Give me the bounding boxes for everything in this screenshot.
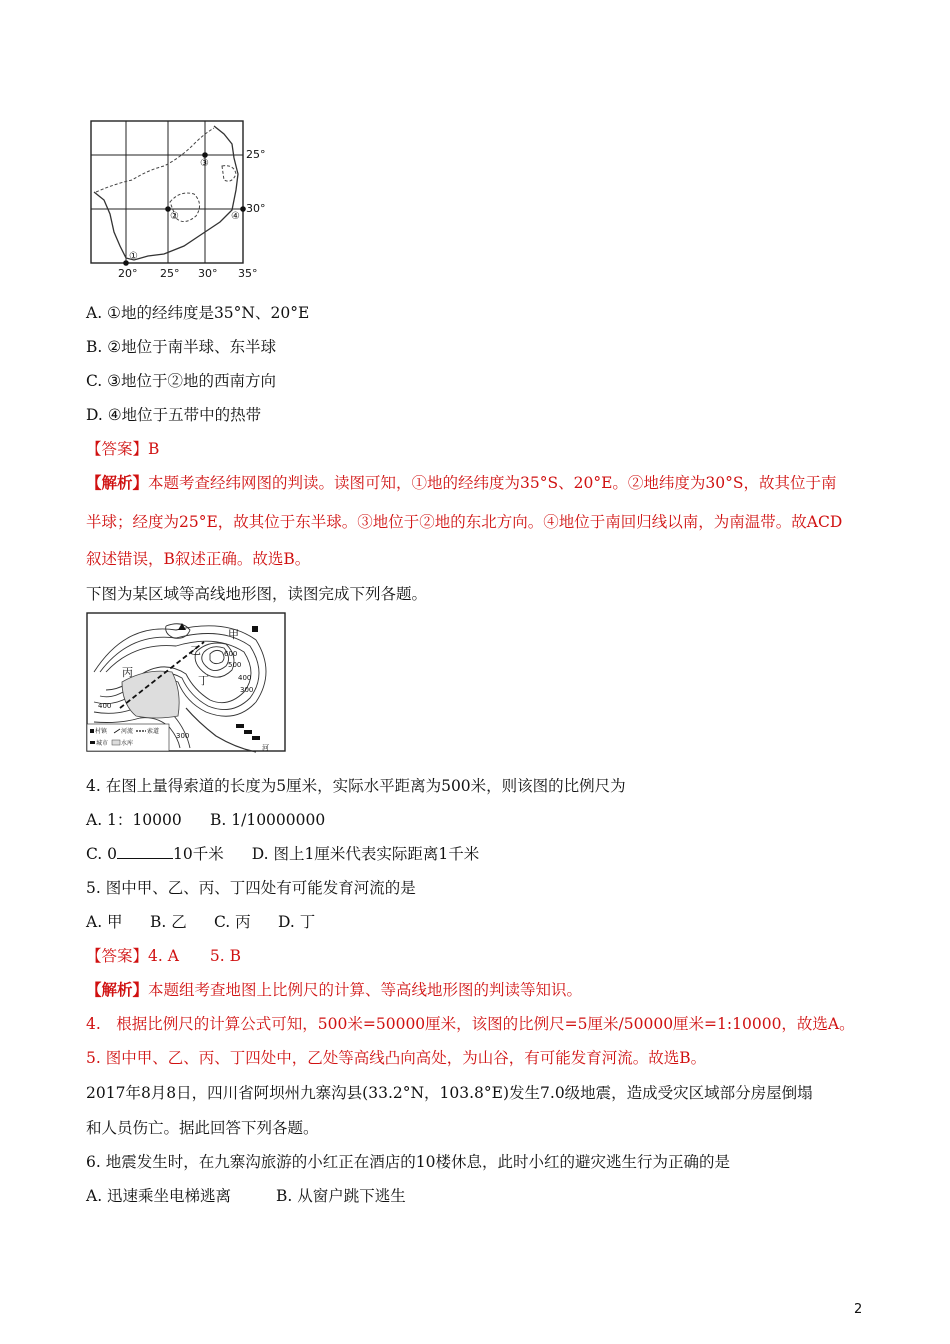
option-c-end: 10千米	[173, 845, 224, 863]
map-frame	[91, 121, 243, 263]
q3-option-a: A. ①地的经纬度是35°N、20°E	[86, 304, 310, 322]
analysis-text: 本题考查经纬网图的判读。读图可知，①地的经纬度为35°S、20°E。②地纬度为30°S，故其位于南	[148, 474, 837, 492]
figure-lat-lon-map	[84, 114, 274, 284]
legend-reservoir-icon	[112, 740, 120, 745]
q4-options-row-1	[86, 810, 325, 830]
q4-options-row-2	[86, 844, 479, 864]
figure-contour-map	[86, 612, 288, 754]
contour-value-label: 400	[238, 674, 252, 682]
analysis-label: 【解析】	[86, 473, 149, 492]
legend	[87, 724, 169, 751]
legend-river: 河流	[121, 728, 134, 735]
legend-village: 村镇	[95, 728, 108, 735]
q45-answer: 【答案】4. A 5. B	[86, 947, 242, 965]
village-marker	[252, 626, 258, 632]
option-c-start: C. 0	[86, 845, 118, 863]
q5-option-d: D. 丁	[278, 913, 316, 931]
q6-option-a: A. 迅速乘坐电梯逃离	[86, 1187, 232, 1205]
city-marker	[236, 724, 244, 728]
city-marker	[252, 736, 260, 740]
q5-option-c: C. 丙	[214, 913, 251, 931]
analysis-label: 【解析】	[86, 980, 149, 999]
q4-option-b: B. 1/10000000	[210, 811, 326, 829]
contour-value-label: 500	[228, 661, 242, 669]
place-label-yi: 乙	[190, 644, 201, 657]
lon-label: 35°	[238, 267, 258, 280]
place-label-jia: 甲	[228, 628, 239, 641]
lon-label: 25°	[160, 267, 180, 280]
analysis-text: 本题组考查地图上比例尺的计算、等高线地形图的判读等知识。	[148, 981, 583, 999]
q6-options	[86, 1186, 406, 1206]
q3-analysis-line-1	[86, 473, 837, 493]
q4-option-c	[86, 844, 224, 864]
q4-option-d: D. 图上1厘米代表实际距离1千米	[251, 845, 480, 863]
legend-city: 城市	[96, 740, 109, 747]
lon-label: 20°	[118, 267, 138, 280]
q5-option-b: B. 乙	[150, 913, 187, 931]
q3-option-b: B. ②地位于南半球、东半球	[86, 338, 277, 356]
contour-value-label: 600	[224, 650, 238, 658]
point-2-label: ②	[170, 211, 179, 222]
q45-analysis-item-5: 5. 图中甲、乙、丙、丁四处中，乙处等高线凸向高处，为山谷，有可能发育河流。故选B。	[86, 1049, 707, 1067]
border-line	[96, 128, 214, 192]
border-line	[222, 166, 236, 181]
q3-option-c: C. ③地位于②地的西南方向	[86, 372, 277, 390]
q4-stem: 4. 在图上量得索道的长度为5厘米，实际水平距离为500米，则该图的比例尺为	[86, 777, 626, 795]
point-4-marker	[240, 206, 246, 212]
point-4-label: ④	[231, 211, 240, 222]
page-number: 2	[854, 1302, 863, 1317]
q5-stem: 5. 图中甲、乙、丙、丁四处有可能发育河流的是	[86, 879, 416, 897]
legend-city-icon	[90, 741, 95, 744]
place-label-ding: 丁	[198, 674, 209, 687]
lat-label: 30°	[246, 202, 266, 215]
passage-line-1: 2017年8月8日，四川省阿坝州九寨沟县(33.2°N，103.8°E)发生7.0级地震，造成受灾区域部分房屋倒塌	[86, 1084, 813, 1102]
point-3-label: ③	[200, 158, 209, 169]
group-intro: 下图为某区域等高线地形图，读图完成下列各题。	[86, 585, 428, 603]
river-label: 河	[262, 744, 269, 752]
q6-stem: 6. 地震发生时，在九寨沟旅游的小红正在酒店的10楼休息，此时小红的避灾逃生行为正确的是	[86, 1153, 730, 1171]
q4-option-a: A. 1：10000	[86, 811, 182, 829]
contour-value-label: 400	[98, 702, 112, 710]
point-1-label: ①	[129, 251, 138, 262]
q5-option-a: A. 甲	[86, 913, 123, 931]
q5-options	[86, 912, 315, 932]
legend-reservoir: 水库	[121, 740, 134, 747]
legend-cableway: 索道	[147, 728, 160, 735]
q3-analysis-line-3: 叙述错误，B叙述正确。故选B。	[86, 550, 311, 568]
contour-value-label: 300	[176, 732, 190, 740]
q45-analysis-item-4: 4. 根据比例尺的计算公式可知，500米=50000厘米，该图的比例尺=5厘米/50000厘米=1:10000，故选A。	[86, 1015, 855, 1033]
point-3-marker	[202, 152, 208, 158]
q6-option-b: B. 从窗户跳下逃生	[276, 1187, 406, 1205]
lat-label: 25°	[246, 148, 266, 161]
scale-bar	[117, 844, 173, 859]
q3-option-d: D. ④地位于五带中的热带	[86, 406, 262, 424]
lon-label: 30°	[198, 267, 218, 280]
coastline	[94, 126, 238, 260]
contour-value-label: 300	[240, 686, 254, 694]
city-marker	[244, 730, 252, 734]
q45-analysis-intro	[86, 980, 582, 1000]
q3-answer: 【答案】B	[86, 440, 160, 458]
passage-line-2: 和人员伤亡。据此回答下列各题。	[86, 1119, 319, 1137]
q3-analysis-line-2: 半球；经度为25°E，故其位于东半球。③地位于②地的东北方向。④地位于南回归线以南，为南温带。故ACD	[86, 513, 843, 531]
point-1-marker	[123, 260, 129, 266]
place-label-bing: 丙	[122, 666, 133, 679]
legend-village-icon	[90, 729, 94, 733]
